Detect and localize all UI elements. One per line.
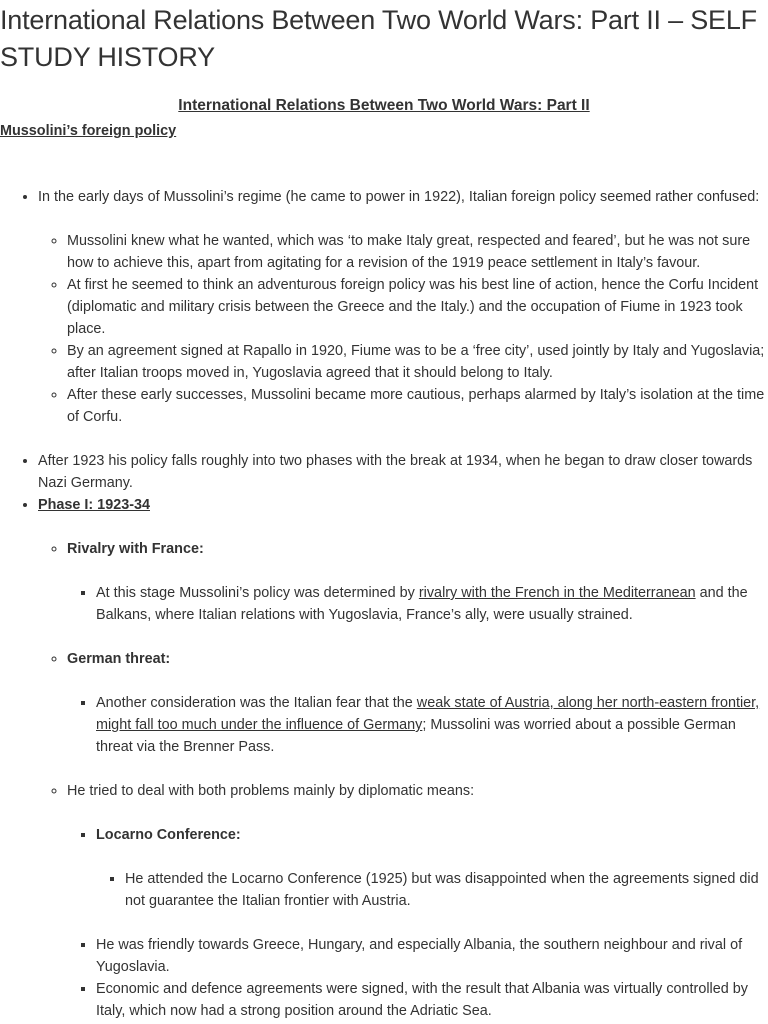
phase1-sublist [38,538,768,1022]
locarno-sublist [96,868,768,912]
german-text-start: Another consideration was the Italian fear that the [96,695,417,711]
german-text-end: ; Mussolini was worried about a possible German threat via the Brenner Pass. [96,717,736,755]
diplomatic-text: He tried to deal with both problems mainly by diplomatic means: [67,783,475,799]
german-link[interactable]: weak state of Austria, along her north-eastern frontier, might fall too much under the influence of Germany [96,695,760,733]
diplomatic-sublist [67,824,768,1022]
page-title: International Relations Between Two World Wars: Part II – SELF STUDY HISTORY [0,5,757,72]
list-item [96,824,768,912]
list-item [96,582,768,626]
list-item [67,648,768,758]
rivalry-text-start: At this stage Mussolini’s policy was determined by [96,585,419,601]
section-heading: Mussolini’s foreign policy [0,123,177,139]
rivalry-text-end: and the Balkans, where Italian relations with Yugoslavia, France’s ally, were usually strained. [96,585,748,623]
german-sublist [67,692,768,758]
list-item: ◦ Mussolini knew what he wanted, which was ‘to make Italy great, respected and feared’, but he was not sure how to achieve this, apart from agitating for a revision of the 1919 peace settlement in Italy’s favour. [67,230,768,274]
list-item: • After 1923 his policy falls roughly into two phases with the break at 1934, when he began to draw closer towards Nazi Germany. [38,450,768,494]
locarno-label: Locarno Conference: [96,827,241,843]
list-item: ▪ He was friendly towards Greece, Hungary, and especially Albania, the southern neighbour and rival of Yugoslavia. [96,934,768,978]
list-item [38,494,768,1022]
list-item: ▪ Economic and defence agreements were signed, with the result that Albania was virtually controlled by Italy, which now had a strong position around the Adriatic Sea. [96,978,768,1022]
list-item: ◦ By an agreement signed at Rapallo in 1920, Fiume was to be a ‘free city’, used jointly by Italy and Yugoslavia; after Italian troops moved in, Yugoslavia agreed that it should belong to Italy. [67,340,768,384]
list-item [67,780,768,1022]
rivalry-label: Rivalry with France: [67,541,204,557]
list-item: ▪ He attended the Locarno Conference (1925) but was disappointed when the agreements signed did not guarantee the Italian frontier with Austria. [125,868,768,912]
list-item: ◦ At first he seemed to think an adventurous foreign policy was his best line of action, hence the Corfu Incident (diplomatic and military crisis between the Greece and the Italy.) and the occupation of Fiume in 1923 took place. [67,274,768,340]
intro-text: In the early days of Mussolini’s regime (he came to power in 1922), Italian foreign policy seemed rather confused: [38,189,760,205]
intro-sublist [38,230,768,428]
german-threat-label: German threat: [67,651,171,667]
list-item [96,692,768,758]
rivalry-sublist [67,582,768,626]
main-list [0,186,768,1022]
phase1-label: Phase I: 1923-34 [38,497,150,513]
article-heading: International Relations Between Two World Wars: Part II [178,97,590,114]
list-item: ◦ After these early successes, Mussolini became more cautious, perhaps alarmed by Italy’s isolation at the time of Corfu. [67,384,768,428]
list-item [38,186,768,428]
rivalry-link[interactable]: rivalry with the French in the Mediterranean [418,585,696,601]
list-item [67,538,768,626]
